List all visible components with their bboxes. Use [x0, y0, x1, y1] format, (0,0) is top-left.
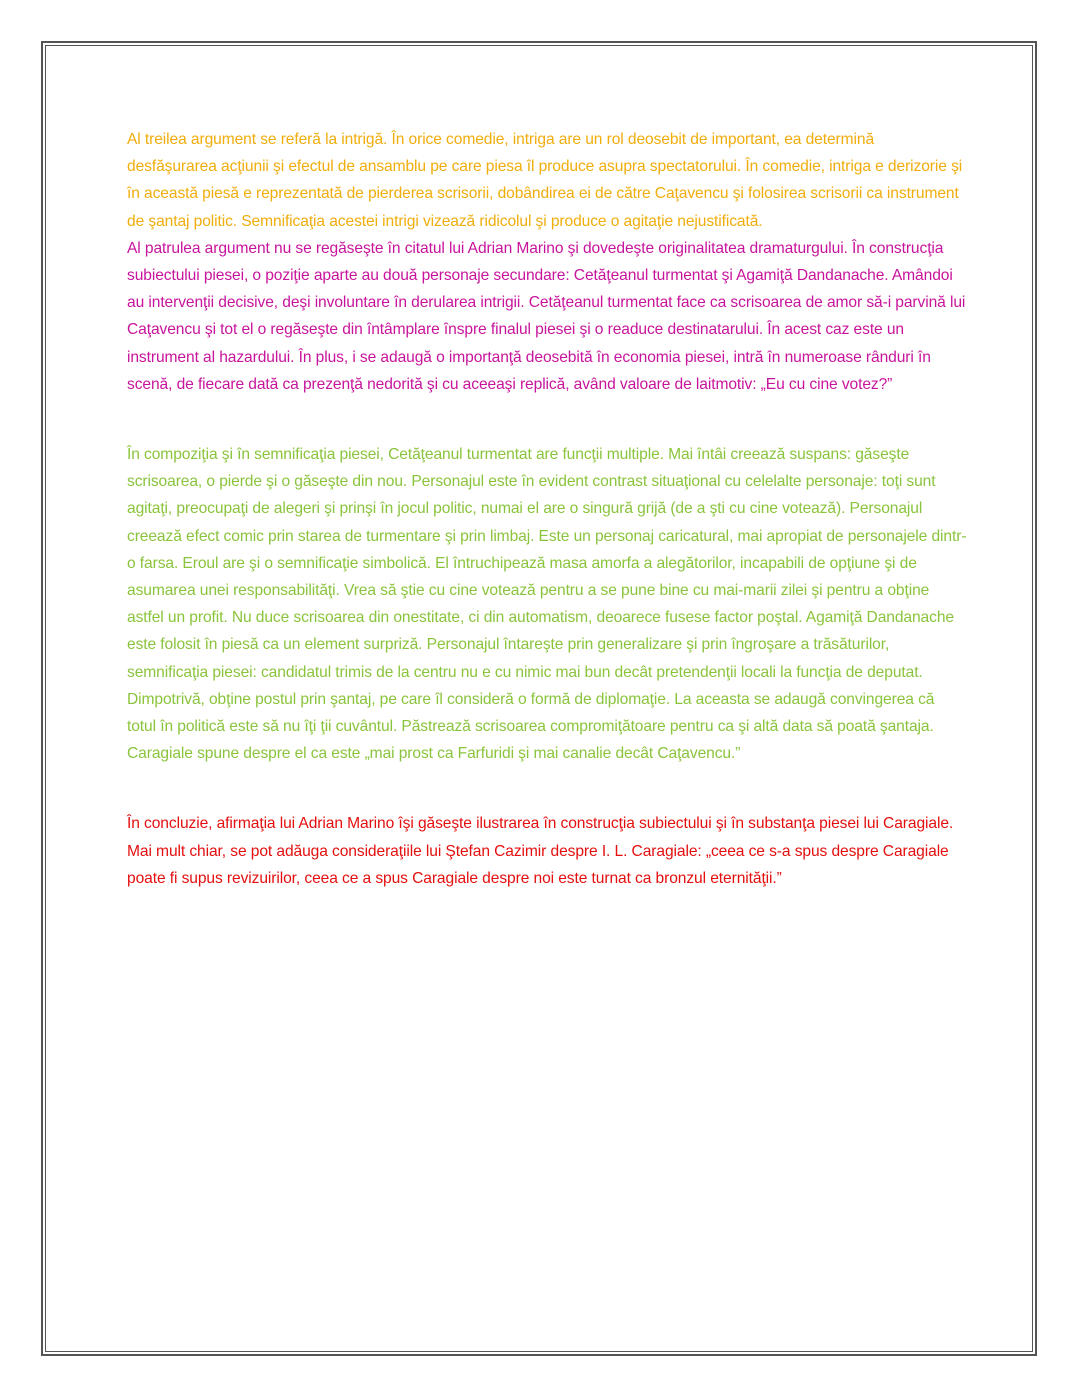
paragraph-character-analysis: În compoziţia şi în semnificaţia piesei, Cetăţeanul turmentat are funcţii multiple. Mai întâi creează suspans: găseşte scrisoarea, o pierde şi o găseşte din nou. Personajul este în evident contrast situaţional cu celelalte personaje: toţi sunt agitaţi, preocupaţi de alegeri şi prinşi în jocul politic, numai el are o singură grijă (de a şti cu cine votează). Personajul creează efect comic prin starea de turmentare şi prin limbaj. Este un personaj caricatural, mai apropiat de personajele dintr-o farsa. Eroul are şi o semnificaţie simbolică. El întruchipează masa amorfa a alegătorilor, incapabili de opţiune şi de asumarea unei responsabilităţi. Vrea să ştie cu cine votează pentru a se pune bine cu mai-marii zilei şi pentru a obţine astfel un profit. Nu duce scrisoarea din onestitate, ci din automatism, deoarece fusese factor poştal. Agamiţă Dandanache este folosit în piesă ca un element surpriză. Personajul întareşte prin generalizare şi prin îngroşare a trăsăturilor, semnificaţia piesei: candidatul trimis de la centru nu e cu nimic mai bun decât pretendenţii locali la funcţia de deputat. Dimpotrivă, obţine postul prin şantaj, pe care îl consideră o formă de diplomaţie. La aceasta se adaugă convingerea că totul în politică este să nu îţi ţii cuvântul. Păstrează scrisoarea compromiţătoare pentru ca şi altă data să poată şantaja. Caragiale spune despre el ca este „mai prost ca Farfuridi şi mai canalie decât Caţavencu.” [127, 446, 967, 763]
paragraph-spacer [127, 767, 967, 810]
paragraph-spacer [127, 398, 967, 441]
document-body [127, 126, 967, 892]
paragraph-conclusion: În concluzie, afirmaţia lui Adrian Marino îşi găseşte ilustrarea în construcţia subiectului şi în substanţa piesei lui Caragiale. Mai mult chiar, se pot adăuga consideraţiile lui Ştefan Cazimir despre I. L. Caragiale: „ceea ce s-a spus despre Caragiale poate fi supus revizuirilor, ceea ce a spus Caragiale despre noi este turnat ca bronzul eternităţii.” [127, 815, 954, 887]
paragraph-third-argument: Al treilea argument se referă la intrigă. În orice comedie, intriga are un rol deosebit de important, ea determină desfăşurarea acţiunii şi efectul de ansamblu pe care piesa îl produce asupra spectatorului. În comedie, intriga e derizorie şi în această piesă e reprezentată de pierderea scrisorii, dobândirea ei de către Caţavencu şi folosirea scrisorii ca instrument de şantaj politic. Semnificaţia acestei intrigi vizează ridicolul şi produce o agitaţie nejustificată. [127, 131, 963, 230]
paragraph-fourth-argument: Al patrulea argument nu se regăseşte în citatul lui Adrian Marino şi dovedeşte originalitatea dramaturgului. În construcţia subiectului piesei, o poziţie aparte au două personaje secundare: Cetăţeanul turmentat şi Agamiţă Dandanache. Amândoi au intervenţii decisive, deşi involuntare în derularea intrigii. Cetăţeanul turmentat face ca scrisoarea de amor să-i parvină lui Caţavencu şi tot el o regăseşte din întâmplare înspre finalul piesei şi o readuce destinatarului. În acest caz este un instrument al hazardului. În plus, i se adaugă o importanţă deosebită în economia piesei, intră în numeroase rânduri în scenă, de fiecare dată ca prezenţă nedorită şi cu aceeaşi replică, având valoare de laitmotiv: „Eu cu cine votez?” [127, 239, 966, 393]
